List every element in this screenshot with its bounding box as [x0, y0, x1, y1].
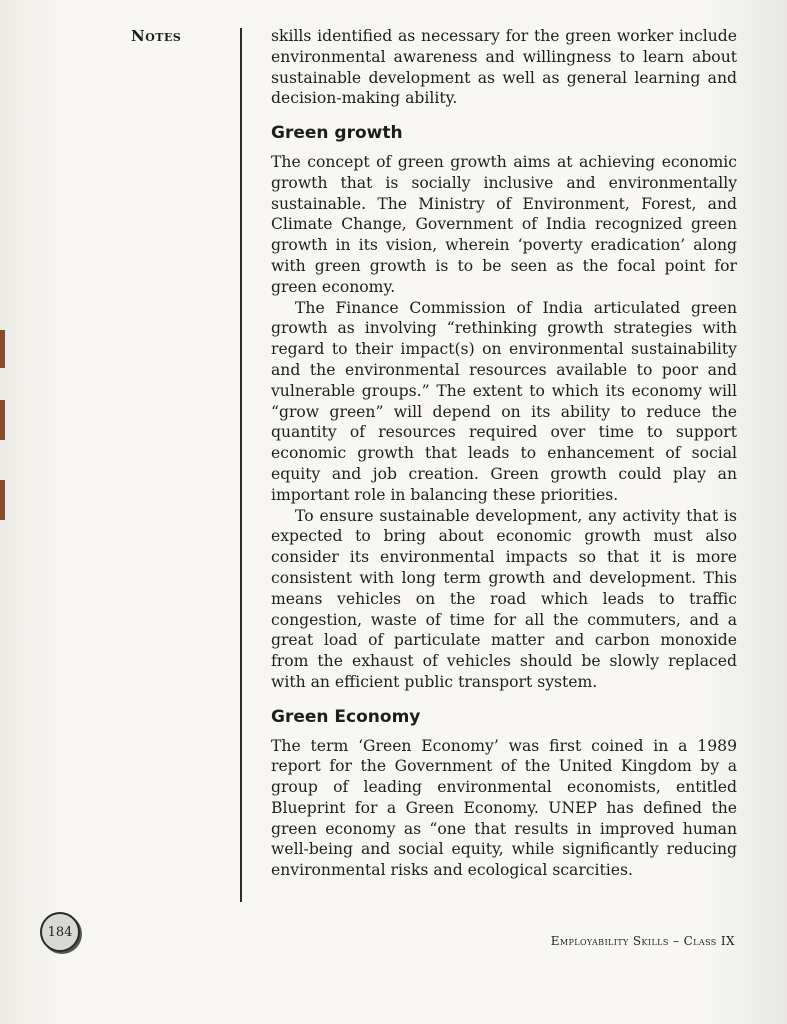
notes-label: Notes — [131, 27, 182, 45]
page-number: 184 — [47, 924, 73, 940]
section-heading-green-growth: Green growth — [271, 123, 403, 144]
paragraph-intro: skills identified as necessary for the green worker include environmental awareness and willingness to learn about sustainable development as well as general learning and decision-making ability. — [271, 27, 737, 108]
page-number-badge — [40, 912, 80, 952]
binding-edge-mark — [0, 330, 5, 368]
main-text-column — [271, 26, 737, 881]
section-heading-green-economy: Green Economy — [271, 706, 421, 727]
paragraph-green-growth-2: The Finance Commission of India articulated green growth as involving “rethinking growth strategies with regard to their impact(s) on environmental sustainability and the environmental resources available to poor and vulnerable groups.” The extent to which its economy will “grow green” will depend on its ability to reduce the quantity of resources required over time to support economic growth that leads to enhancement of social equity and job creation. Green growth could play an important role in balancing these priorities. — [271, 298, 737, 504]
binding-edge-mark — [0, 480, 5, 520]
paragraph-green-growth-1: The concept of green growth aims at achieving economic growth that is socially inclusive and environmentally sustainable. The Ministry of Environment, Forest, and Climate Change, Government of India recognized green growth in its vision, wherein ‘poverty eradication’ along with green growth is to be seen as the focal point for green economy. — [271, 152, 737, 296]
paragraph-green-economy-1: The term ‘Green Economy’ was first coined in a 1989 report for the Government of the United Kingdom by a group of leading environmental economists, entitled Blueprint for a Green Economy. UNEP has defined the green economy as “one that results in improved human well-being and social equity, while significantly reducing environmental risks and ecological scarcities. — [271, 736, 737, 880]
column-divider — [240, 28, 242, 902]
footer-book-title: Employability Skills – Class IX — [550, 934, 735, 948]
paragraph-green-growth-3: To ensure sustainable development, any activity that is expected to bring about economic growth must also consider its environmental impacts so that it is more consistent with long term growth and development. This means vehicles on the road which leads to traffic congestion, waste of time for all the commuters, and a great load of particulate matter and carbon monoxide from the exhaust of vehicles should be slowly replaced with an efficient public transport system. — [271, 506, 737, 691]
binding-edge-mark — [0, 400, 5, 440]
